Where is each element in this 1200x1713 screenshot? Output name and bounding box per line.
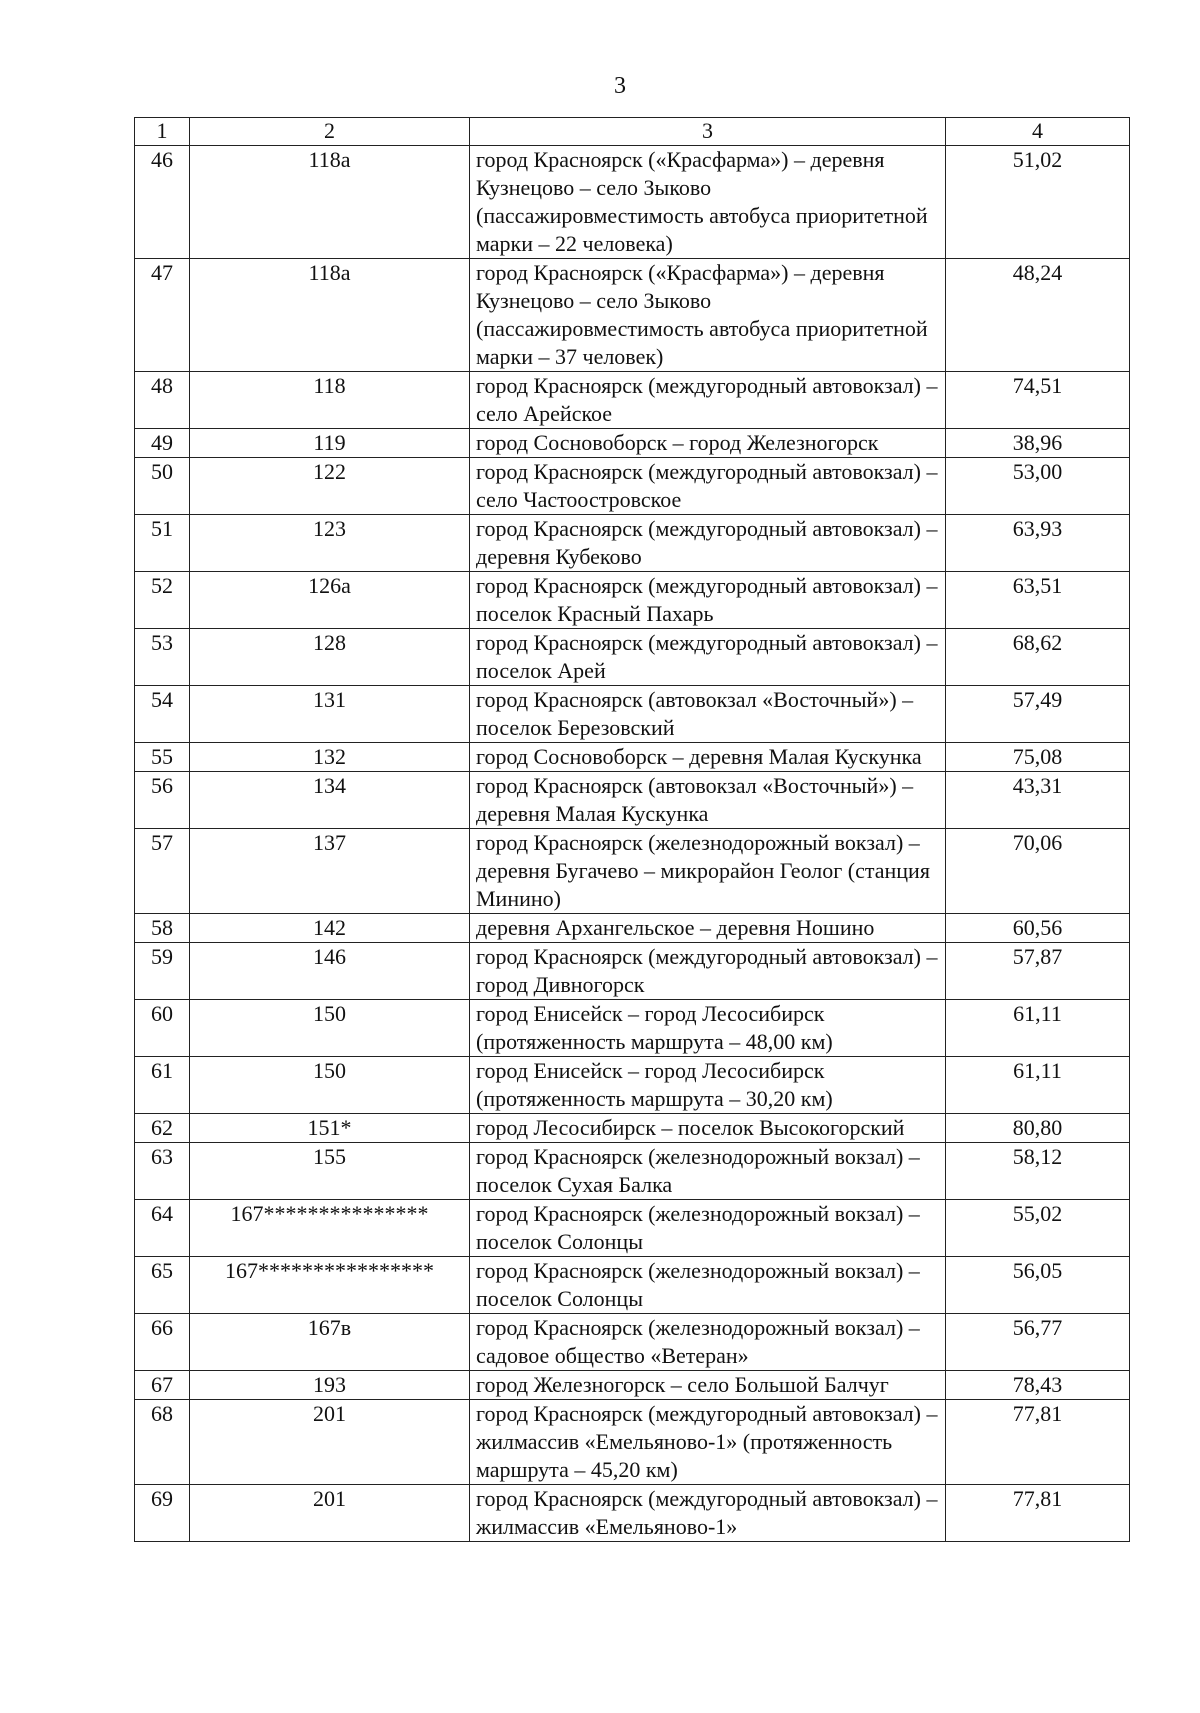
route-code-cell: 201 <box>190 1400 470 1485</box>
row-number-cell: 69 <box>135 1485 190 1542</box>
table-row <box>135 1257 1130 1314</box>
route-value-cell: 70,06 <box>946 829 1130 914</box>
route-name-cell: город Лесосибирск – поселок Высокогорский <box>470 1114 946 1143</box>
row-number-cell: 59 <box>135 943 190 1000</box>
route-value-cell: 53,00 <box>946 458 1130 515</box>
route-value-cell: 63,51 <box>946 572 1130 629</box>
route-name-cell: город Красноярск (железнодорожный вокзал) – поселок Сухая Балка <box>470 1143 946 1200</box>
row-number-cell: 57 <box>135 829 190 914</box>
route-code-cell: 150 <box>190 1057 470 1114</box>
route-code-cell: 146 <box>190 943 470 1000</box>
table-row <box>135 146 1130 259</box>
route-value-cell: 78,43 <box>946 1371 1130 1400</box>
row-number-cell: 55 <box>135 743 190 772</box>
route-value-cell: 61,11 <box>946 1057 1130 1114</box>
route-value-cell: 43,31 <box>946 772 1130 829</box>
row-number-cell: 53 <box>135 629 190 686</box>
table-row <box>135 458 1130 515</box>
row-number-cell: 56 <box>135 772 190 829</box>
table-row <box>135 1200 1130 1257</box>
table-row <box>135 629 1130 686</box>
route-value-cell: 56,77 <box>946 1314 1130 1371</box>
route-name-cell: город Красноярск (автовокзал «Восточный») – поселок Березовский <box>470 686 946 743</box>
table-row <box>135 943 1130 1000</box>
row-number-cell: 64 <box>135 1200 190 1257</box>
row-number-cell: 67 <box>135 1371 190 1400</box>
route-name-cell: город Красноярск («Красфарма») – деревня Кузнецово – село Зыково (пассажировместимость автобуса приоритетной марки – 37 человек) <box>470 259 946 372</box>
route-code-cell: 201 <box>190 1485 470 1542</box>
route-name-cell: город Красноярск (междугородный автовокзал) – жилмассив «Емельяново-1» (протяженность маршрута – 45,20 км) <box>470 1400 946 1485</box>
route-value-cell: 74,51 <box>946 372 1130 429</box>
route-name-cell: город Сосновоборск – деревня Малая Кускунка <box>470 743 946 772</box>
route-name-cell: город Железногорск – село Большой Балчуг <box>470 1371 946 1400</box>
row-number-cell: 47 <box>135 259 190 372</box>
route-value-cell: 57,49 <box>946 686 1130 743</box>
table-row <box>135 372 1130 429</box>
route-name-cell: город Сосновоборск – город Железногорск <box>470 429 946 458</box>
row-number-cell: 54 <box>135 686 190 743</box>
column-header: 4 <box>946 118 1130 146</box>
route-name-cell: город Красноярск (железнодорожный вокзал) – поселок Солонцы <box>470 1257 946 1314</box>
route-code-cell: 126а <box>190 572 470 629</box>
row-number-cell: 58 <box>135 914 190 943</box>
route-value-cell: 77,81 <box>946 1485 1130 1542</box>
table-row <box>135 772 1130 829</box>
row-number-cell: 63 <box>135 1143 190 1200</box>
route-code-cell: 142 <box>190 914 470 943</box>
row-number-cell: 62 <box>135 1114 190 1143</box>
table-row <box>135 1371 1130 1400</box>
column-header: 1 <box>135 118 190 146</box>
table-row <box>135 1400 1130 1485</box>
route-name-cell: город Красноярск (железнодорожный вокзал) – поселок Солонцы <box>470 1200 946 1257</box>
table-row <box>135 1000 1130 1057</box>
route-value-cell: 48,24 <box>946 259 1130 372</box>
route-value-cell: 61,11 <box>946 1000 1130 1057</box>
row-number-cell: 61 <box>135 1057 190 1114</box>
route-name-cell: город Енисейск – город Лесосибирск (протяженность маршрута – 48,00 км) <box>470 1000 946 1057</box>
route-name-cell: город Красноярск (междугородный автовокзал) – поселок Красный Пахарь <box>470 572 946 629</box>
route-name-cell: город Красноярск (междугородный автовокзал) – деревня Кубеково <box>470 515 946 572</box>
row-number-cell: 48 <box>135 372 190 429</box>
row-number-cell: 50 <box>135 458 190 515</box>
route-name-cell: город Красноярск (автовокзал «Восточный») – деревня Малая Кускунка <box>470 772 946 829</box>
route-code-cell: 123 <box>190 515 470 572</box>
column-header: 2 <box>190 118 470 146</box>
page-number: 3 <box>614 73 626 99</box>
route-code-cell: 151* <box>190 1114 470 1143</box>
route-code-cell: 122 <box>190 458 470 515</box>
route-code-cell: 167в <box>190 1314 470 1371</box>
route-value-cell: 51,02 <box>946 146 1130 259</box>
table-row <box>135 743 1130 772</box>
route-code-cell: 118а <box>190 146 470 259</box>
route-value-cell: 57,87 <box>946 943 1130 1000</box>
row-number-cell: 66 <box>135 1314 190 1371</box>
header-row <box>135 118 1130 146</box>
row-number-cell: 49 <box>135 429 190 458</box>
route-code-cell: 150 <box>190 1000 470 1057</box>
route-name-cell: город Енисейск – город Лесосибирск (протяженность маршрута – 30,20 км) <box>470 1057 946 1114</box>
row-number-cell: 52 <box>135 572 190 629</box>
route-value-cell: 77,81 <box>946 1400 1130 1485</box>
route-name-cell: город Красноярск (железнодорожный вокзал) – садовое общество «Ветеран» <box>470 1314 946 1371</box>
table-row <box>135 1114 1130 1143</box>
table-row <box>135 1485 1130 1542</box>
route-name-cell: город Красноярск («Красфарма») – деревня Кузнецово – село Зыково (пассажировместимость автобуса приоритетной марки – 22 человека) <box>470 146 946 259</box>
row-number-cell: 65 <box>135 1257 190 1314</box>
row-number-cell: 68 <box>135 1400 190 1485</box>
route-name-cell: город Красноярск (междугородный автовокзал) – город Дивногорск <box>470 943 946 1000</box>
route-code-cell: 128 <box>190 629 470 686</box>
route-value-cell: 60,56 <box>946 914 1130 943</box>
table-row <box>135 686 1130 743</box>
route-name-cell: город Красноярск (междугородный автовокзал) – жилмассив «Емельяново-1» <box>470 1485 946 1542</box>
route-code-cell: 134 <box>190 772 470 829</box>
route-value-cell: 58,12 <box>946 1143 1130 1200</box>
route-code-cell: 167**************** <box>190 1257 470 1314</box>
route-value-cell: 80,80 <box>946 1114 1130 1143</box>
table-row <box>135 572 1130 629</box>
route-code-cell: 118а <box>190 259 470 372</box>
table-row <box>135 914 1130 943</box>
route-name-cell: город Красноярск (междугородный автовокзал) – село Частоостровское <box>470 458 946 515</box>
column-header: 3 <box>470 118 946 146</box>
routes-table <box>134 117 1130 1542</box>
table-body <box>135 146 1130 1542</box>
route-code-cell: 131 <box>190 686 470 743</box>
table-row <box>135 1314 1130 1371</box>
route-code-cell: 193 <box>190 1371 470 1400</box>
route-name-cell: город Красноярск (железнодорожный вокзал) – деревня Бугачево – микрорайон Геолог (станция Минино) <box>470 829 946 914</box>
route-value-cell: 55,02 <box>946 1200 1130 1257</box>
route-code-cell: 167*************** <box>190 1200 470 1257</box>
route-value-cell: 38,96 <box>946 429 1130 458</box>
table-row <box>135 429 1130 458</box>
route-name-cell: город Красноярск (междугородный автовокзал) – село Арейское <box>470 372 946 429</box>
route-code-cell: 155 <box>190 1143 470 1200</box>
route-value-cell: 75,08 <box>946 743 1130 772</box>
route-code-cell: 119 <box>190 429 470 458</box>
route-code-cell: 137 <box>190 829 470 914</box>
route-code-cell: 132 <box>190 743 470 772</box>
route-value-cell: 56,05 <box>946 1257 1130 1314</box>
table-row <box>135 1057 1130 1114</box>
route-name-cell: город Красноярск (междугородный автовокзал) – поселок Арей <box>470 629 946 686</box>
table-row <box>135 515 1130 572</box>
table-row <box>135 1143 1130 1200</box>
row-number-cell: 60 <box>135 1000 190 1057</box>
row-number-cell: 46 <box>135 146 190 259</box>
route-name-cell: деревня Архангельское – деревня Ношино <box>470 914 946 943</box>
route-value-cell: 63,93 <box>946 515 1130 572</box>
table-row <box>135 259 1130 372</box>
table-row <box>135 829 1130 914</box>
route-code-cell: 118 <box>190 372 470 429</box>
row-number-cell: 51 <box>135 515 190 572</box>
route-value-cell: 68,62 <box>946 629 1130 686</box>
